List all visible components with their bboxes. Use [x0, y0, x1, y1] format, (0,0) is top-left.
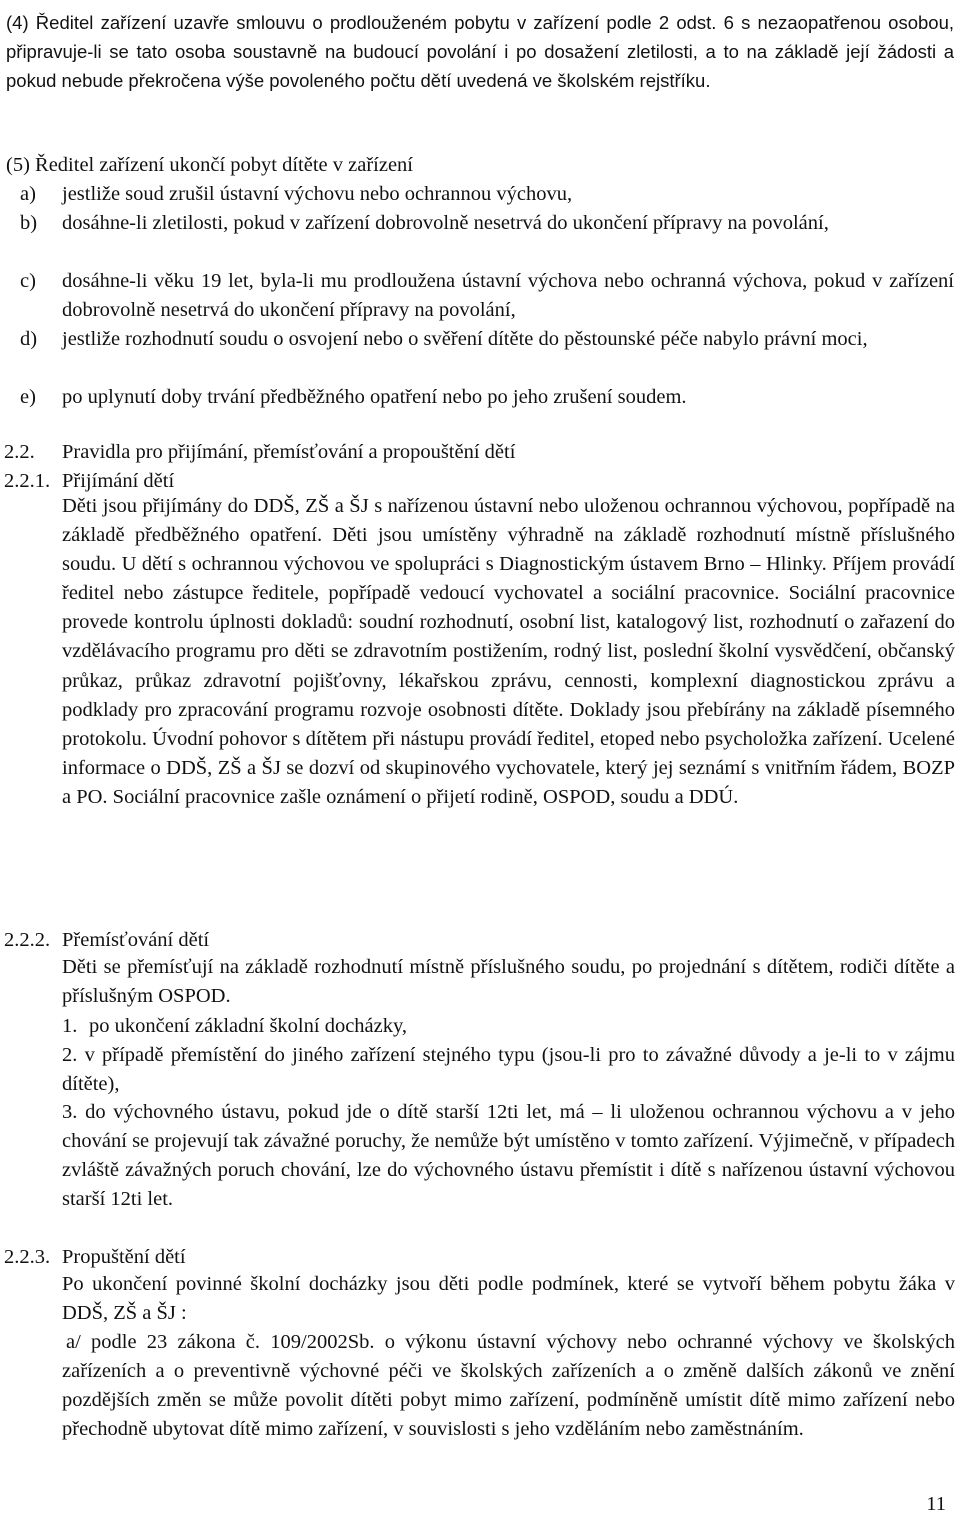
list-item-text: po uplynutí doby trvání předběžného opatření nebo po jeho zrušení soudem.: [62, 386, 687, 408]
list-item: [20, 325, 954, 354]
list-item-label: 3.: [62, 1101, 78, 1123]
list-item-label: a): [20, 183, 36, 205]
list-item-text: jestliže soud zrušil ústavní výchovu nebo ochrannou výchovu,: [62, 183, 573, 205]
list-item-label: 2.: [62, 1044, 78, 1066]
list-item-text: do výchovného ústavu, pokud jde o dítě starší 12ti let, má – li uloženou ochrannou výchovu a v jeho chování se projevují tak závažné poruchy, že nemůže být umístěno v tomto zařízení. Výjimečně, v případech zvláště závažných poruch chování, lze do výchovného ústavu přemístit i dítě s nařízenou ústavní výchovou starší 12ti let.: [62, 1101, 955, 1210]
numbered-item: [62, 1098, 955, 1214]
section-body: Děti se přemísťují na základě rozhodnutí místně příslušného soudu, po projednání s dítětem, rodiči dítěte a příslušným OSPOD.: [62, 956, 955, 1008]
section-item: a/ podle 23 zákona č. 109/2002Sb. o výkonu ústavní výchovy nebo ochranné výchovy ve školských zařízeních a o preventivně výchovné péči ve školských zařízeních a o změně dalších zákonů ve znění pozdějších změn se může povolit dítěti pobyt mimo zařízení, podmíněně umístit dítě mimo zařízení nebo přechodně ubytovat dítě mimo zařízení, v souvislosti s jeho vzděláním nebo zaměstnáním.: [62, 1331, 955, 1441]
list-item-label: 1.: [62, 1015, 78, 1037]
section-title: Pravidla pro přijímání, přemísťování a propouštění dětí: [62, 441, 516, 463]
subsection-heading: [4, 1243, 186, 1272]
section-number: 2.2.2.: [4, 929, 51, 951]
subsection-heading: [4, 926, 210, 955]
list-item-label: d): [20, 328, 38, 350]
page-number: 11: [926, 1493, 946, 1515]
numbered-item: [62, 1041, 955, 1099]
list-item-label: b): [20, 212, 38, 234]
list-item-text: v případě přemístění do jiného zařízení stejného typu (jsou-li pro to závažné důvody a je-li to v zájmu dítěte),: [62, 1044, 956, 1095]
section-number: 2.2.1.: [4, 470, 51, 492]
section-title: Přemísťování dětí: [62, 929, 210, 951]
list-item-text: po ukončení základní školní docházky,: [89, 1015, 408, 1037]
section-title: Přijímání dětí: [62, 470, 175, 492]
paragraph-5-intro: (5) Ředitel zařízení ukončí pobyt dítěte v zařízení: [6, 154, 413, 176]
list-item-label: c): [20, 270, 36, 292]
list-item-text: dosáhne-li zletilosti, pokud v zařízení dobrovolně nesetrvá do ukončení přípravy na povolání,: [62, 212, 829, 234]
list-item: [20, 383, 954, 412]
list-item-text: jestliže rozhodnutí soudu o osvojení nebo o svěření dítěte do pěstounské péče nabylo právní moci,: [62, 328, 868, 350]
section-title: Propuštění dětí: [62, 1246, 186, 1268]
list-item-text: dosáhne-li věku 19 let, byla-li mu prodloužena ústavní výchova nebo ochranná výchova, pokud v zařízení dobrovolně nesetrvá do ukončení přípravy na povolání,: [62, 270, 954, 321]
section-number: 2.2.: [4, 441, 35, 463]
list-item-label: e): [20, 386, 36, 408]
numbered-item: [62, 1012, 955, 1041]
subsection-heading: [4, 467, 175, 496]
list-item: [20, 180, 954, 209]
section-body: Po ukončení povinné školní docházky jsou děti podle podmínek, které se vytvoří během pobytu žáka v DDŠ, ZŠ a ŠJ :: [62, 1273, 955, 1325]
section-heading: [4, 438, 516, 467]
list-item: [20, 209, 954, 238]
list-item: [20, 267, 954, 325]
section-number: 2.2.3.: [4, 1246, 51, 1268]
section-body: Děti jsou přijímány do DDŠ, ZŠ a ŠJ s nařízenou ústavní nebo uloženou ochrannou výchovou, popřípadě na základě předběžného opatření. Děti jsou umístěny výhradně na základě rozhodnutí místně příslušného soudu. U dětí s ochrannou výchovou ve spolupráci s Diagnostickým ústavem Brno – Hlinky. Příjem provádí ředitel nebo zástupce ředitele, popřípadě vedoucí vychovatel a sociální pracovnice. Sociální pracovnice provede kontrolu úplnosti dokladů: soudní rozhodnutí, osobní list, katalogový list, rozhodnutí o zařazení do vzdělávacího programu pro děti se zdravotním postižením, rodný list, poslední školní vysvědčení, občanský průkaz, průkaz zdravotní pojišťovny, lékařskou zprávu, cennosti, komplexní diagnostickou zprávu a podklady pro zpracování programu rozvoje osobnosti dítěte. Doklady jsou přebírány na základě písemného protokolu. Úvodní pohovor s dítětem při nástupu provádí ředitel, etoped nebo psycholožka zařízení. Ucelené informace o DDŠ, ZŠ a ŠJ se dozví od skupinového vychovatele, který jej seznámí s vnitřním řádem, BOZP a PO. Sociální pracovnice zašle oznámení o přijetí rodině, OSPOD, soudu a DDÚ.: [62, 495, 955, 808]
paragraph-4: (4) Ředitel zařízení uzavře smlouvu o prodlouženém pobytu v zařízení podle 2 odst. 6 s nezaopatřenou osobou, připravuje-li se tato osoba soustavně na budoucí povolání i po dosažení zletilosti, a to na základě její žádosti a pokud nebude překročena výše povoleného počtu dětí uvedená ve školském rejstříku.: [6, 12, 954, 91]
